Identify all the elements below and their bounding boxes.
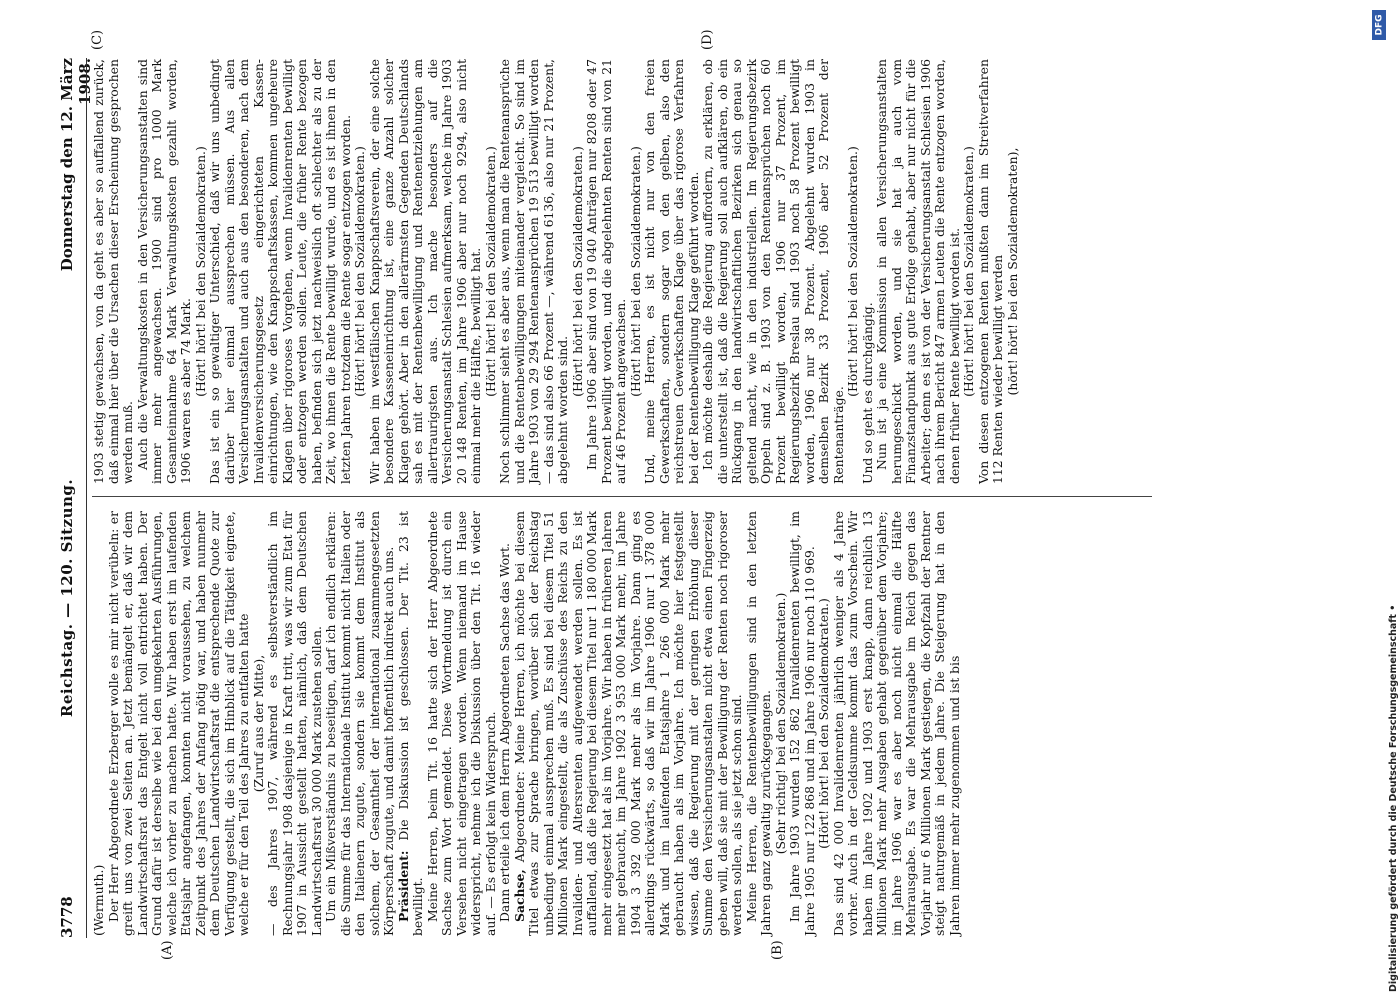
- paragraph: Dann erteile ich dem Herrn Abgeordneten Sachse das Wort.: [497, 543, 512, 922]
- paragraph: Ich möchte deshalb die Regierung auffordern, zu erklären, ob die unterstellt ist, daß die Regierung soll auch aufklären, ob ein Rückgang in den landwirtschaftlichen Bezirken sich genau so geltend macht, wie in den industriellen. Im Regierungsbezirk Oppeln sind z. B. 1903 von den Rentenansprüchen noch 60 Prozent bewilligt worden, 1906 nur 37 Prozent, im Regierungsbezirk Breslau sind 1903 noch 58 Prozent bewilligt worden, 1906 nur 38 Prozent. Abgelehnt wurden 1903 in demselben Bezirk 33 Prozent, 1906 aber 52 Prozent der Rentenanträge.: [700, 59, 846, 484]
- paragraph: (Hört! hört! bei den Sozialdemokraten.): [569, 146, 585, 397]
- margin-marker-d: (D): [700, 29, 715, 50]
- paragraph: (Hört! hört! bei den Sozialdemokraten.): [192, 146, 208, 397]
- paragraph: Wir haben im westfälischen Knappschaftsverein, der eine solche besondere Kasseneinrichtung ist, eine ganze Anzahl solcher Klagen gehört. Aber in den allerärmsten Gegenden Deutschlands sah es mit der Rentenbewilligung und Rentenentziehungen am allertraurigsten aus. Ich mache besonders auf die Versicherungsanstalt Schlesien aufmerksam, welche im Jahre 1903 20 148 Renten, im Jahre 1906 aber nur noch 9294, also nicht einmal mehr die Hälfte, bewilligt hat.: [366, 59, 483, 484]
- paragraph: (Hört! hört! bei den Sozialdemokraten.): [627, 146, 643, 397]
- paragraph: Von diesen entzogenen Renten mußten dann im Streitverfahren 112 Renten wieder bewilligt werden: [975, 59, 1005, 484]
- paragraph: (Hört! hört! bei den Sozialdemokraten.): [961, 146, 976, 397]
- paragraph: Präsident: Die Diskussion ist geschlossen. Der Tit. 23 ist bewilligt.: [395, 511, 425, 936]
- paragraph: — des Jahres 1907, während es selbstverständlich im Rechnungsjahr 1908 dasjenige in Kraft tritt, was wir zum Etat für 1907 in Aussicht gestellt hatten, nämlich, daß dem Deutschen Landwirtschaftsrat 30 000 Mark zustehen sollen.: [265, 511, 324, 936]
- column-divider: [92, 496, 1152, 497]
- paragraph: (Hört! hört! bei den Sozialdemokraten.): [352, 146, 367, 397]
- paragraph: Das sind 42 000 Invalidenrenten jährlich weniger als 4 Jahre vorher. Auch in der Geldsumme kommt das zum Vorschein. Wir haben im Jahre 1902 und 1903 erst knapp, dann reichlich 13 Millionen Mark mehr Ausgaben gehabt gegenüber dem Vorjahre; im Jahre 1906 war es aber noch nicht einmal die Hälfte Mehrausgabe. Es war die Mehrausgabe im Reich gegen das Vorjahr nur 6 Millionen Mark gestiegen, die Kopfzahl der Rentner steigt naturgemäß in jedem Jahre. Die Steigerung hat in den Jahren immer mehr zugenommen und ist bis: [830, 511, 962, 936]
- margin-marker-b: (B): [770, 940, 785, 960]
- paragraph: (Zuruf aus der Mitte),: [250, 654, 266, 793]
- paragraph: Meine Herren, beim Tit. 16 hatte sich der Herr Abgeordnete Sachse zum Wort gemeldet. Diese Wortmeldung ist durch ein Versehen nicht eingetragen worden. Wenn niemand im Hause widerspricht, nehme ich die Diskussion über den Tit. 16 wieder auf. — Es erfolgt kein Widerspruch.: [424, 511, 498, 936]
- paragraph: Sachse, Abgeordneter: Meine Herren, ich möchte bei diesem Titel etwas zur Sprache bringen, worüber sich der Reichstag unbedingt einmal aussprechen muß. Es sind bei diesem Titel 51 Millionen Mark eingestellt, die als Zuschüsse des Reichs zu den Invaliden- und Altersrenten aufgewendet werden sollen. Es ist auffallend, daß die Regierung bei diesem Titel nur 1 180 000 Mark mehr eingesetzt hat als im Vorjahre. Wir haben in früheren Jahren mehr gebraucht, im Jahre 1902 3 953 000 Mark mehr, im Jahre 1904 3 392 000 Mark mehr als im Vorjahre. Dann ging es allerdings rückwärts, so daß wir im Jahre 1906 nur 1 378 000 Mark und im laufenden Etatsjahre 1 266 000 Mark mehr gebraucht haben als im Vorjahre. Ich möchte hier festgestellt wissen, daß die Regierung mit der geringen Erhöhung dieser Summe den Versicherungsanstalten nicht etwa einen Fingerzeig geben will, daß sie mit der Bewilligung der Renten noch rigoroser werden sollen, als sie jetzt schon sind.: [511, 511, 744, 936]
- paragraph: 1903 stetig gewachsen, von da geht es aber so auffallend zurück, daß einmal hier über die Ursachen dieser Erscheinung gesprochen werden muß.: [91, 59, 135, 484]
- paragraph: Im Jahre 1906 aber sind von 19 040 Anträgen nur 8208 oder 47 Prozent bewilligt worden, und die abgelehnten Renten sind von 21 auf 46 Prozent angewachsen.: [584, 59, 628, 484]
- page-number: 3778: [58, 896, 76, 938]
- paragraph: Der Herr Abgeordnete Erzberger wolle es mir nicht verübeln: er greift uns von zwei Seiten an. Jetzt bemängelt er, daß wir dem Landwirtschaftsrat das Entgelt nicht voll entrichtet haben. Der Grund dafür ist derselbe wie bei den umgekehrten Ausführungen, welche ich vorher zu machen hatte. Wir haben erst im laufenden Etatsjahr angefangen, konnten nicht voraussehen, zu welchem Zeitpunkt des Jahres der Anfang nötig war, und haben nunmehr dem Deutschen Landwirtschaftsrat die entsprechende Quote zur Verfügung gestellt, die sich im Hinblick auf die Tätigkeit eignete, welche er für den Teil des Jahres zu entfalten hatte: [105, 511, 251, 936]
- right-column: [92, 59, 1152, 484]
- paragraph: Auch die Verwaltungskosten in den Versicherungsanstalten sind immer mehr angewachsen. 1900 sind pro 1000 Mark Gesamteinnahme 64 Mark Verwaltungskosten gezahlt worden, 1906 waren es aber 74 Mark.: [134, 59, 193, 484]
- paragraph: (Sehr richtig! bei den Sozialdemokraten.): [772, 592, 788, 855]
- paragraph: (Hört! hört! bei den Sozialdemokraten.): [816, 598, 831, 849]
- dfg-logo: DFG: [1372, 10, 1386, 40]
- margin-marker-a: (A): [160, 940, 175, 960]
- paragraph: Und so geht es durchgängig.: [859, 302, 875, 484]
- funding-note: Digitalisierung gefördert durch die Deutsche Forschungsgemeinschaft •: [1388, 604, 1399, 992]
- page-header: [58, 58, 94, 938]
- paragraph: Und, meine Herren, es ist nicht nur von den freien Gewerkschaften, sondern sogar von den gelben, also den reichstreuen Gewerkschaften Klage über das rigorose Verfahren bei der Rentenbewilligung Klage geführt worden.: [642, 59, 701, 484]
- paragraph: Meine Herren, die Rentenbewilligungen sind in den letzten Jahren ganz gewaltig zurückgegangen.: [743, 511, 773, 936]
- paragraph: (Hört! hört! bei den Sozialdemokraten.): [845, 146, 860, 397]
- speaker-name: Sachse,: [511, 869, 527, 922]
- header-divider: [86, 58, 87, 938]
- paragraph: (Wermuth.): [91, 864, 106, 936]
- paragraph: Um ein Mißverständnis zu beseitigen, darf ich endlich erklären: die Summe für das Internationale Institut kommt nicht Italien oder den Italienern zugute, sondern sie kommt dem Institut als solchem, der Gesamtheit der international zusammengesetzten Körperschaft zugute, und damit hoffentlich indirekt auch uns.: [323, 511, 396, 936]
- paragraph: (hört! hört! bei den Sozialdemokraten),: [1004, 147, 1020, 396]
- page-date: Donnerstag den 12. März 1908.: [58, 58, 94, 272]
- paragraph: Das ist ein so gewaltiger Unterschied, daß wir uns unbedingt darüber hier einmal aussprechen müssen. Aus allen Versicherungsanstalten und auch aus den besonderen, nach dem Invalidenversicherungsgesetz eingerichteten Kassen-einrichtungen, wie den Knappschaftskassen, kommen ungeheure Klagen über rigoroses Vorgehen, wenn Invalidenrenten bewilligt oder entzogen werden sollen. Leute, die früher Rente bezogen haben, befinden sich jetzt nachweislich oft schlechter als zu der Zeit, wo ihnen die Rente bewilligt wurde, und es ist ihnen in den letzten Jahren trotzdem die Rente sogar entzogen worden.: [207, 59, 353, 484]
- paragraph: (Hört! hört! bei den Sozialdemokraten.): [482, 146, 498, 397]
- paragraph: Noch schlimmer sieht es aber aus, wenn man die Rentenansprüche und die Rentenbewilligungen miteinander vergleicht. So sind im Jahre 1903 von 29 294 Rentenansprüchen 19 513 bewilligt worden — das sind also 66 Prozent —, während 6136, also nur 21 Prozent, abgelehnt worden sind.: [497, 59, 570, 484]
- paragraph: Nun ist ja eine Kommission in allen Versicherungsanstalten herumgeschickt worden, und sie hat ja auch vom Finanzstandpunkt aus gute Erfolge gehabt, aber nur nicht für die Arbeiter; denn es ist von der Versicherungsanstalt Schlesien 1906 nach ihrem Bericht 847 armen Leuten die Rente entzogen worden, denen früher Rente bewilligt worden ist.: [874, 59, 962, 484]
- paragraph: Im Jahre 1903 wurden 152 862 Invalidenrenten bewilligt, im Jahre 1905 nur 122 868 und im Jahre 1906 nur noch 110 969.: [787, 511, 817, 936]
- margin-marker-c: (C): [90, 29, 105, 50]
- speaker-name: Präsident:: [395, 850, 411, 922]
- page-title: Reichstag. — 120. Sitzung.: [58, 478, 76, 718]
- left-column: [92, 511, 1152, 936]
